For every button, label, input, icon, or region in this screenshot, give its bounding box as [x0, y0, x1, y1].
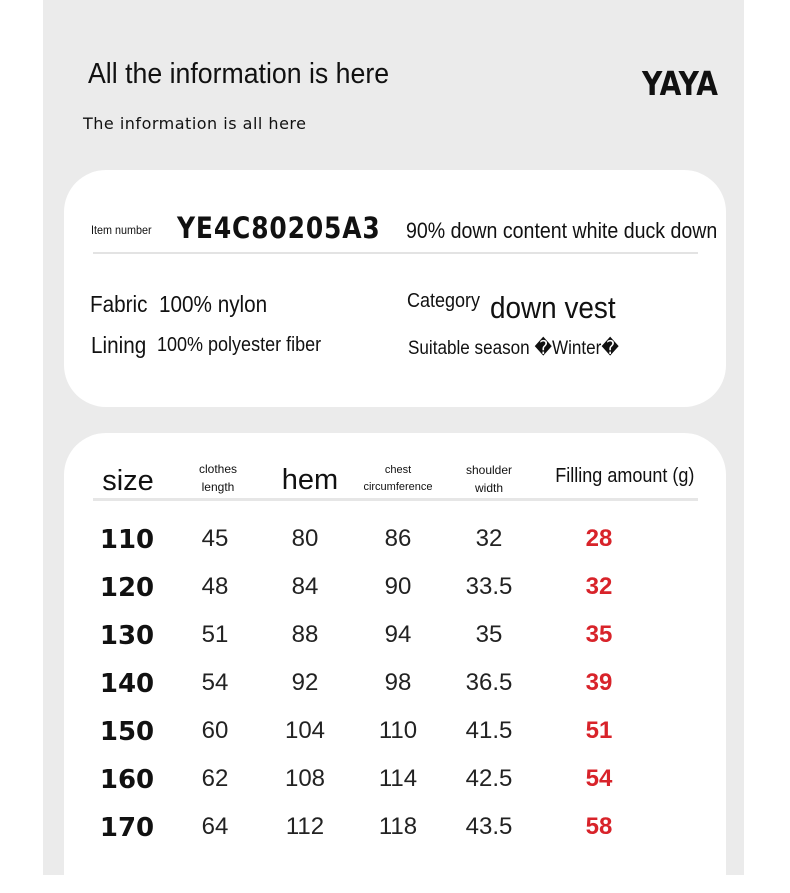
category-value: down vest: [490, 290, 616, 325]
hem-cell: 88: [291, 621, 319, 648]
table-row: [0, 765, 790, 805]
clothes-length-cell: 64: [201, 813, 229, 840]
hem-cell: 112: [285, 813, 325, 840]
chest-cell: 98: [384, 669, 412, 696]
column-header-clothes-length: [188, 460, 248, 496]
column-header-line: width: [474, 481, 503, 495]
column-header-line: clothes: [198, 462, 238, 476]
column-header-shoulder: [458, 461, 520, 497]
table-row: [0, 669, 790, 709]
hem-cell: 84: [291, 573, 319, 600]
column-header-hem: hem: [281, 464, 339, 496]
clothes-length-cell: 48: [201, 573, 229, 600]
filling-cell: 32: [585, 573, 613, 600]
table-row: [0, 573, 790, 613]
column-header-line: shoulder: [465, 463, 513, 477]
page-subtitle: The information is all here: [83, 114, 307, 133]
page-title: All the information is here: [88, 58, 390, 90]
clothes-length-cell: 51: [201, 621, 229, 648]
size-cell: 140: [99, 669, 155, 699]
shoulder-cell: 35: [475, 621, 503, 648]
clothes-length-cell: 45: [201, 525, 229, 552]
table-row: [0, 717, 790, 757]
filling-cell: 54: [585, 765, 613, 792]
size-cell: 150: [99, 717, 155, 747]
filling-cell: 35: [585, 621, 613, 648]
shoulder-cell: 43.5: [465, 813, 513, 840]
info-divider: [93, 252, 698, 254]
suitable-season: Suitable season �Winter�: [408, 338, 619, 359]
clothes-length-cell: 54: [201, 669, 229, 696]
table-row: [0, 525, 790, 565]
shoulder-cell: 33.5: [465, 573, 513, 600]
chest-cell: 118: [378, 813, 418, 840]
fabric-label: Fabric: [90, 291, 148, 317]
filling-cell: 39: [585, 669, 613, 696]
size-cell: 120: [99, 573, 155, 603]
chest-cell: 110: [378, 717, 418, 744]
size-cell: 160: [99, 765, 155, 795]
shoulder-cell: 42.5: [465, 765, 513, 792]
hem-cell: 80: [291, 525, 319, 552]
chest-cell: 90: [384, 573, 412, 600]
clothes-length-cell: 60: [201, 717, 229, 744]
column-header-line: circumference: [363, 481, 433, 493]
brand-logo: YAYA: [642, 64, 718, 103]
fabric-value: 100% nylon: [159, 291, 268, 317]
column-header-filling-amount: Filling amount (g): [555, 465, 695, 487]
hem-cell: 92: [291, 669, 319, 696]
shoulder-cell: 36.5: [465, 669, 513, 696]
shoulder-cell: 32: [475, 525, 503, 552]
clothes-length-cell: 62: [201, 765, 229, 792]
size-cell: 130: [99, 621, 155, 651]
product-info-card: [64, 170, 726, 407]
down-content: 90% down content white duck down: [406, 218, 718, 243]
shoulder-cell: 41.5: [465, 717, 513, 744]
hem-cell: 108: [284, 765, 326, 792]
filling-cell: 58: [585, 813, 613, 840]
table-header-divider: [93, 498, 698, 501]
column-header-line: chest: [384, 464, 412, 476]
column-header-line: length: [201, 480, 235, 494]
column-header-size: size: [102, 465, 154, 497]
chest-cell: 86: [384, 525, 412, 552]
size-cell: 110: [99, 525, 155, 555]
lining-label: Lining: [91, 332, 147, 358]
item-number-label: Item number: [91, 223, 152, 237]
chest-cell: 114: [378, 765, 418, 792]
category-label: Category: [407, 290, 481, 312]
item-number: YE4C80205A3: [177, 211, 381, 245]
table-row: [0, 621, 790, 661]
column-header-chest: [360, 462, 436, 496]
hem-cell: 104: [284, 717, 326, 744]
filling-cell: 51: [585, 717, 613, 744]
size-cell: 170: [99, 813, 155, 843]
filling-cell: 28: [585, 525, 613, 552]
lining-value: 100% polyester fiber: [157, 334, 322, 356]
chest-cell: 94: [384, 621, 412, 648]
table-row: [0, 813, 790, 853]
